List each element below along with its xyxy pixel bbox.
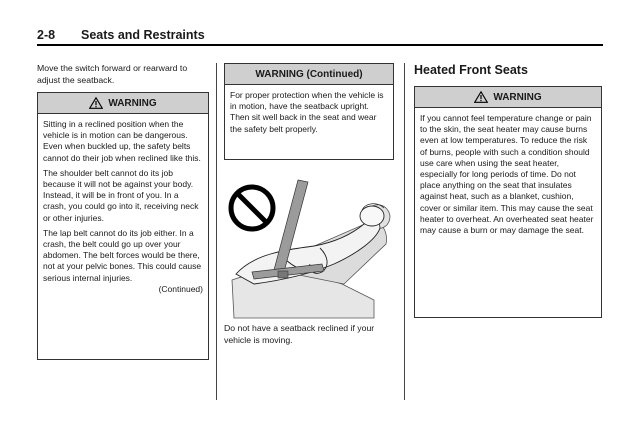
intro-text: Move the switch forward or rearward to adjust the seatback.	[37, 63, 188, 85]
warning-box-recline	[37, 92, 209, 360]
continued-label: (Continued)	[158, 283, 203, 294]
warning-paragraph: For proper protection when the vehicle is in motion, have the seatback upright. Then sit well back in the seat and wear the safety belt properly.	[230, 90, 384, 134]
warning-triangle-icon	[89, 97, 103, 109]
warning-header	[38, 93, 208, 114]
warning-title: WARNING	[493, 91, 542, 103]
warning-paragraph: Sitting in a reclined position when the vehicle is in motion can be dangerous. Even when buckled up, the safety belts cannot do their job when reclined like this.	[43, 119, 201, 163]
warning-triangle-icon	[474, 91, 488, 103]
heated-seats-title: Heated Front Seats	[414, 63, 528, 77]
warning-header	[225, 64, 393, 85]
column-divider	[216, 63, 217, 400]
column-divider	[404, 63, 405, 400]
warning-title: WARNING	[108, 97, 157, 109]
section-title: Seats and Restraints	[81, 28, 205, 42]
page-number: 2-8	[37, 28, 56, 42]
reclined-seat-illustration	[224, 172, 392, 320]
header-rule	[37, 44, 603, 46]
warning-paragraph: The lap belt cannot do its job either. In a crash, the belt could go up over your abdomen. The belt forces would be there, not at your pelvic bones. This could cause serious internal injuries.	[43, 227, 202, 283]
warning-paragraph: The shoulder belt cannot do its job because it will not be against your body. Instead, it will be in front of you. In a crash, you could go into it, receiving neck or other injuries.	[43, 167, 199, 223]
warning-title: WARNING (Continued)	[255, 68, 363, 80]
warning-box-heated-seats	[414, 86, 602, 318]
warning-box-continued	[224, 63, 394, 160]
warning-paragraph: If you cannot feel temperature change or pain to the skin, the seat heater may cause burns even at low temperatures. To reduce the risk of burns, people with such a condition should use care when using the seat heater, especially for long periods of time. Do not place anything on the seat that insulates against heat, such as a blanket, cushion, cover or similar item. This may cause the seat heater to overheat. An overheated seat heater may cause a burn or may damage the seat.	[420, 113, 594, 236]
illustration-caption: Do not have a seatback reclined if your vehicle is moving.	[224, 323, 375, 345]
page-header	[37, 28, 603, 45]
warning-header	[415, 87, 601, 108]
